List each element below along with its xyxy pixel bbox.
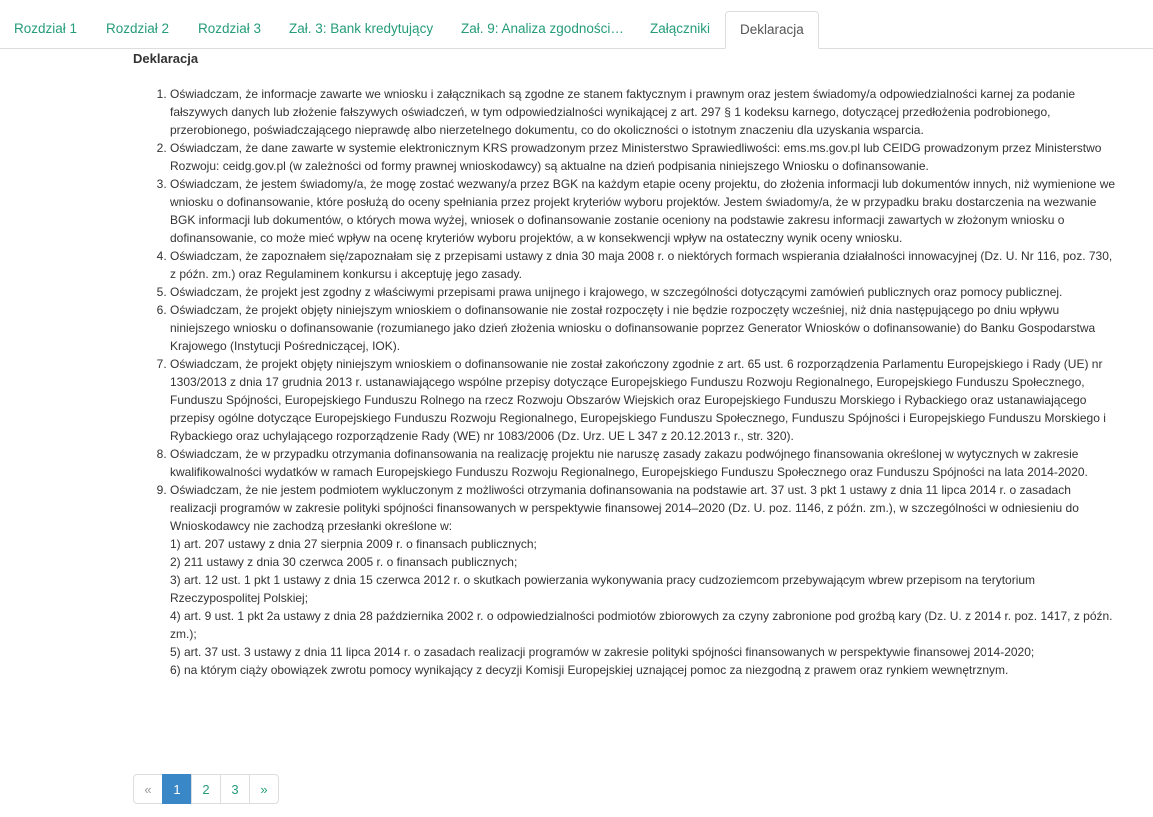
- exclusion-point: 3) art. 12 ust. 1 pkt 1 ustawy z dnia 15 czerwca 2012 r. o skutkach powierzania wykonywania pracy cudzoziemcom przebywającym wbrew przepisom na terytorium Rzeczypospolitej Polskiej;: [170, 573, 1036, 605]
- declaration-item: 1. Oświadczam, że informacje zawarte we wniosku i załącznikach są zgodne ze stanem faktycznym i prawnym oraz jestem świadomy/a odpowiedzialności karnej za podanie fałszywych danych lub złożenie fałszywych oświadczeń, w tym odpowiedzialności wynikającej z art. 297 § 1 kodeksu karnego, dotyczącej przedłożenia podrobionego, przerobionego, poświadczającego nieprawdę albo nierzetelnego dokumentu, co do okoliczności o istotnym znaczeniu dla uzyskania wsparcia.: [170, 85, 1118, 139]
- tab-rozdzial-2[interactable]: Rozdział 2: [106, 21, 170, 36]
- pagination-next-button[interactable]: »: [249, 774, 279, 804]
- tab-zalaczniki[interactable]: Załączniki: [650, 21, 711, 36]
- declaration-item: 6. Oświadczam, że projekt objęty niniejszym wnioskiem o dofinansowanie nie został rozpoczęty i nie będzie rozpoczęty wcześniej, niż dnia następującego po dniu wpływu niniejszego wniosku o dofinansowanie (rozumianego jako dzień złożenia wniosku o dofinansowanie poprzez Generator Wniosków o dofinansowanie) do Banku Gospodarstwa Krajowego (Instytucji Pośredniczącej, IOK).: [170, 301, 1118, 355]
- chapter-tabs: [0, 11, 1153, 49]
- exclusion-point: 6) na którym ciąży obowiązek zwrotu pomocy wynikający z decyzji Komisji Europejskiej uznającej pomoc za niezgodną z prawem oraz rynkiem wewnętrznym.: [170, 663, 1009, 677]
- declaration-item: 4. Oświadczam, że zapoznałem się/zapoznałam się z przepisami ustawy z dnia 30 maja 2008 r. o niektórych formach wspierania działalności innowacyjnej (Dz. U. Nr 116, poz. 730, z późn. zm.) oraz Regulaminem konkursu i akceptuję jego zasady.: [170, 247, 1118, 283]
- declaration-item: [170, 481, 1118, 679]
- tab-zal-9-analiza[interactable]: Zał. 9: Analiza zgodności…: [461, 21, 624, 36]
- declaration-item: 7. Oświadczam, że projekt objęty niniejszym wnioskiem o dofinansowanie nie został zakończony zgodnie z art. 65 ust. 6 rozporządzenia Parlamentu Europejskiego i Rady (UE) nr 1303/2013 z dnia 17 grudnia 2013 r. ustanawiającego wspólne przepisy dotyczące Europejskiego Funduszu Rozwoju Regionalnego, Europejskiego Funduszu Społecznego, Funduszu Spójności, Europejskiego Funduszu Rolnego na rzecz Rozwoju Obszarów Wiejskich oraz Europejskiego Funduszu Morskiego i Rybackiego oraz ustanawiającego przepisy ogólne dotyczące Europejskiego Funduszu Rozwoju Regionalnego, Europejskiego Funduszu Społecznego, Funduszu Spójności i Europejskiego Funduszu Morskiego i Rybackiego oraz uchylającego rozporządzenie Rady (WE) nr 1083/2006 (Dz. Urz. UE L 347 z 20.12.2013 r., str. 320).: [170, 355, 1118, 445]
- section-title: Deklaracja: [133, 51, 199, 66]
- exclusion-point: 1) art. 207 ustawy z dnia 27 sierpnia 2009 r. o finansach publicznych;: [170, 537, 537, 551]
- pagination-prev-button[interactable]: «: [133, 774, 163, 804]
- declaration-item: 8. Oświadczam, że w przypadku otrzymania dofinansowania na realizację projektu nie naruszę zasady zakazu podwójnego finansowania określonej w wytycznych w zakresie kwalifikowalności wydatków w ramach Europejskiego Funduszu Rozwoju Regionalnego, Europejskiego Funduszu Społecznego oraz Funduszu Spójności na lata 2014-2020.: [170, 445, 1118, 481]
- exclusion-point: 4) art. 9 ust. 1 pkt 2a ustawy z dnia 28 października 2002 r. o odpowiedzialności podmiotów zbiorowych za czyny zabronione pod groźbą kary (Dz. U. z 2014 r. poz. 1417, z późn. zm.);: [170, 609, 1113, 641]
- exclusion-point: 5) art. 37 ust. 3 ustawy z dnia 11 lipca 2014 r. o zasadach realizacji programów w zakresie polityki spójności finansowanych w perspektywie finansowej 2014-2020;: [170, 645, 1035, 659]
- pagination-page-2[interactable]: 2: [191, 774, 221, 804]
- declaration-item: 2. Oświadczam, że dane zawarte w systemie elektronicznym KRS prowadzonym przez Ministerstwo Sprawiedliwości: ems.ms.gov.pl lub CEIDG prowadzonym przez Ministerstwo Rozwoju: ceidg.gov.pl (w zależności od formy prawnej wnioskodawcy) są aktualne na dzień podpisania niniejszego Wniosku o dofinansowanie.: [170, 139, 1118, 175]
- pagination-page-1[interactable]: 1: [162, 774, 192, 804]
- declaration-item: 5. Oświadczam, że projekt jest zgodny z właściwymi przepisami prawa unijnego i krajowego, w szczególności dotyczącymi zamówień publicznych oraz pomocy publicznej.: [170, 283, 1118, 301]
- tab-rozdzial-1[interactable]: Rozdział 1: [14, 21, 78, 36]
- exclusion-point: 2) 211 ustawy z dnia 30 czerwca 2005 r. o finansach publicznych;: [170, 555, 518, 569]
- tab-zal-3-bank[interactable]: Zał. 3: Bank kredytujący: [289, 21, 434, 36]
- pagination: [133, 774, 279, 804]
- declaration-panel: [133, 50, 1118, 679]
- tab-rozdzial-3[interactable]: Rozdział 3: [198, 21, 262, 36]
- declaration-item: 3. Oświadczam, że jestem świadomy/a, że mogę zostać wezwany/a przez BGK na każdym etapie oceny projektu, do złożenia informacji lub dokumentów innych, niż wymienione we wniosku o dofinansowanie, które posłużą do oceny spełniania przez projekt kryteriów wyboru projektów. Jestem świadomy/a, że w przypadku braku dostarczenia na wezwanie BGK informacji lub dokumentów, o których mowa wyżej, wniosek o dofinansowanie zostanie oceniony na podstawie zakresu informacji zawartych w złożonym wniosku o dofinansowanie, co może mieć wpływ na ocenę kryteriów wyboru projektów, a w konsekwencji wpływ na ostateczny wynik oceny wniosku.: [170, 175, 1118, 247]
- declaration-item-intro: Oświadczam, że nie jestem podmiotem wykluczonym z możliwości otrzymania dofinansowania na podstawie art. 37 ust. 3 pkt 1 ustawy z dnia 11 lipca 2014 r. o zasadach realizacji programów w zakresie polityki spójności finansowanych w perspektywie finansowej 2014–2020 (Dz. U. poz. 1146, z późn. zm.), w szczególności w odniesieniu do Wnioskodawcy nie zachodzą przesłanki określone w:: [170, 483, 1079, 533]
- declaration-list: [133, 85, 1118, 679]
- pagination-page-3[interactable]: 3: [220, 774, 250, 804]
- tab-deklaracja[interactable]: Deklaracja: [725, 11, 819, 49]
